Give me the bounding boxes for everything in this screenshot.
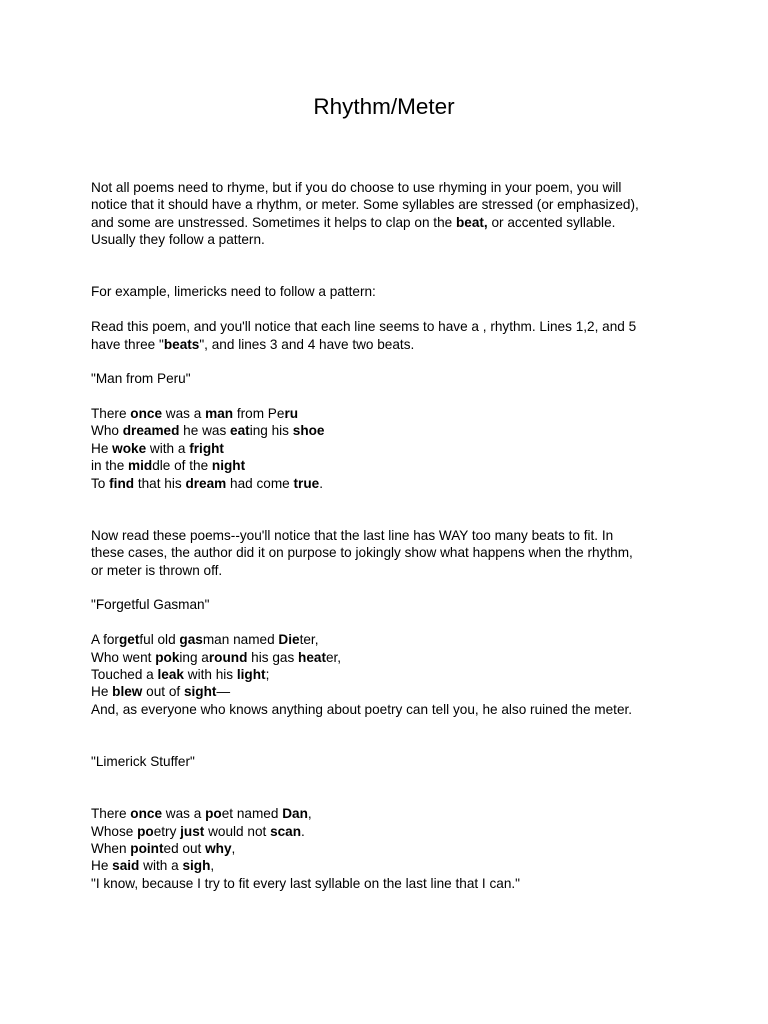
stressed-syllable: find — [109, 475, 135, 491]
now-line: Now read these poems--you'll notice that the last line has WAY too many beats to fit. In — [91, 527, 614, 543]
stressed-syllable: woke — [112, 440, 147, 456]
intro-paragraph — [91, 179, 691, 249]
intro-line: Usually they follow a pattern. — [91, 232, 265, 248]
unstressed-text: his gas — [247, 649, 299, 665]
stressed-syllable: mid — [128, 458, 153, 474]
unstressed-text: with a — [146, 440, 190, 456]
example-line: For example, limericks need to follow a pattern: — [91, 284, 376, 300]
poem-line — [91, 405, 691, 422]
unstressed-text: He — [91, 684, 113, 700]
stressed-syllable: sight — [183, 684, 217, 700]
poem-line — [91, 649, 691, 666]
unstressed-text: in the — [91, 458, 129, 474]
unstressed-text: ing a — [179, 649, 209, 665]
document-body — [91, 179, 691, 892]
stressed-syllable: once — [130, 406, 163, 422]
unstressed-text: , — [307, 806, 312, 822]
stressed-syllable: ru — [284, 406, 299, 422]
poem-line — [91, 631, 691, 648]
unstressed-text: He — [91, 440, 113, 456]
now-line: or meter is thrown off. — [91, 562, 223, 578]
unstressed-text: He — [91, 858, 113, 874]
stressed-syllable: just — [180, 823, 205, 839]
unstressed-text: dle of the — [152, 458, 212, 474]
unstressed-text: man named — [202, 632, 279, 648]
poem-line — [91, 823, 691, 840]
poem-line — [91, 840, 691, 857]
poem-forgetful-gasman — [91, 631, 691, 718]
stressed-syllable: po — [137, 823, 154, 839]
poem-line — [91, 666, 691, 683]
stressed-syllable: eat — [230, 423, 250, 439]
unstressed-text: from Pe — [233, 406, 285, 422]
unstressed-text: ; — [265, 666, 270, 682]
stressed-syllable: po — [205, 806, 222, 822]
poem-line — [91, 440, 691, 457]
stressed-syllable: dreamed — [122, 423, 180, 439]
stressed-syllable: night — [211, 458, 246, 474]
intro-line: and some are unstressed. Sometimes it helps to clap on the beat, or accented syllable. — [91, 214, 616, 230]
unstressed-text: he was — [179, 423, 231, 439]
unstressed-text: There — [91, 806, 131, 822]
stressed-syllable: once — [130, 806, 163, 822]
unstressed-text: When — [91, 840, 131, 856]
stressed-syllable: man — [205, 406, 234, 422]
unstressed-text: Who went — [91, 649, 156, 665]
unstressed-text: Whose — [91, 823, 138, 839]
unstressed-text: — — [216, 684, 231, 700]
poem-limerick-stuffer — [91, 805, 691, 892]
unstressed-text: that his — [134, 475, 186, 491]
poem-title: "Man from Peru" — [91, 371, 191, 387]
poem-line — [91, 701, 691, 718]
stressed-syllable: why — [205, 840, 232, 856]
unstressed-text: had come — [226, 475, 294, 491]
stressed-syllable: blew — [112, 684, 143, 700]
poem-man-from-peru — [91, 405, 691, 492]
stressed-syllable: point — [130, 840, 164, 856]
unstressed-text: . — [301, 823, 305, 839]
stressed-syllable: leak — [157, 666, 184, 682]
stressed-syllable: shoe — [292, 423, 325, 439]
unstressed-text: ter, — [299, 632, 319, 648]
poem-line — [91, 422, 691, 439]
unstressed-text: would not — [204, 823, 271, 839]
poem-title: "Limerick Stuffer" — [91, 753, 195, 769]
unstressed-text: with his — [183, 666, 237, 682]
unstressed-text: out of — [142, 684, 184, 700]
unstressed-text: was a — [162, 806, 206, 822]
unstressed-text: To — [91, 475, 110, 491]
poem-title: "Forgetful Gasman" — [91, 597, 210, 613]
stressed-syllable: fright — [189, 440, 224, 456]
poem-line — [91, 683, 691, 700]
stressed-syllable: said — [112, 858, 140, 874]
read-line: have three "beats", and lines 3 and 4 have two beats. — [91, 336, 415, 352]
unstressed-text: Who — [91, 423, 123, 439]
poem-line — [91, 875, 691, 892]
now-paragraph — [91, 527, 691, 579]
unstressed-text: . — [319, 475, 323, 491]
unstressed-text: And, as everyone who knows anything about poetry can tell you, he also ruined the meter. — [91, 701, 633, 717]
stressed-syllable: sigh — [182, 858, 211, 874]
stressed-syllable: scan — [270, 823, 302, 839]
read-line: Read this poem, and you'll notice that each line seems to have a , rhythm. Lines 1,2, and 5 — [91, 319, 637, 335]
poem-line — [91, 805, 691, 822]
intro-line: Not all poems need to rhyme, but if you do choose to use rhyming in your poem, you will — [91, 180, 622, 195]
stressed-syllable: heat — [298, 649, 326, 665]
unstressed-text: etry — [153, 823, 181, 839]
stressed-syllable: pok — [155, 649, 180, 665]
unstressed-text: ing his — [249, 423, 293, 439]
stressed-syllable: get — [118, 632, 140, 648]
unstressed-text: er, — [325, 649, 342, 665]
read-paragraph — [91, 318, 691, 353]
poem-line — [91, 857, 691, 874]
poem-line — [91, 457, 691, 474]
beat-word: beat, — [455, 214, 488, 230]
page-title: Rhythm/Meter — [313, 94, 455, 119]
poem-line — [91, 475, 691, 492]
unstressed-text: with a — [139, 858, 183, 874]
stressed-syllable: Dan — [282, 806, 308, 822]
intro-line: notice that it should have a rhythm, or meter. Some syllables are stressed (or emphasized), — [91, 197, 639, 213]
stressed-syllable: true — [293, 475, 320, 491]
stressed-syllable: gas — [179, 632, 203, 648]
beats-word: beats — [163, 336, 200, 352]
stressed-syllable: round — [208, 649, 248, 665]
unstressed-text: was a — [162, 406, 206, 422]
unstressed-text: Touched a — [91, 666, 158, 682]
unstressed-text: ed out — [163, 840, 206, 856]
unstressed-text: et named — [221, 806, 283, 822]
stressed-syllable: dream — [185, 475, 227, 491]
stressed-syllable: Die — [278, 632, 300, 648]
unstressed-text: ful old — [139, 632, 180, 648]
stressed-syllable: light — [236, 666, 266, 682]
unstressed-text: There — [91, 406, 131, 422]
unstressed-text: , — [231, 840, 236, 856]
unstressed-text: "I know, because I try to fit every last syllable on the last line that I can." — [91, 875, 521, 891]
now-line: these cases, the author did it on purpose to jokingly show what happens when the rhythm, — [91, 545, 633, 561]
unstressed-text: A for — [91, 632, 119, 648]
unstressed-text: , — [210, 858, 215, 874]
